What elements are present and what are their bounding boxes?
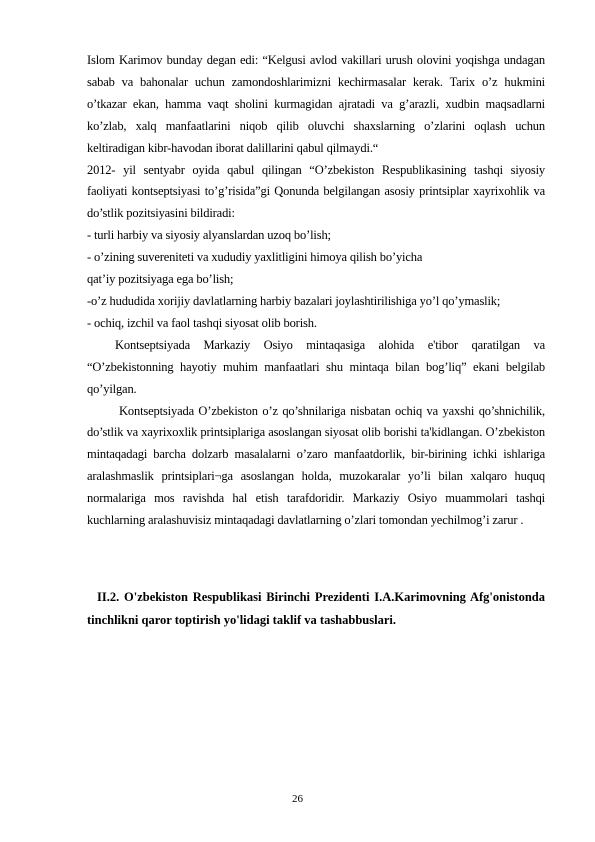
paragraph-neighbors-policy: Kontseptsiyada O’zbekiston o’z qo’shnilariga nisbatan ochiq va yaxshi qo’shnichilik, do’stlik va xayrixoxlik printsiplariga asoslangan siyosat olib borishi ta'kidlangan. O’zbekiston mintaqadagi barcha dolzarb masalalarni o’zaro manfaatdorlik, bir-birining ichki ishlariga aralashmaslik printsiplari¬ga asoslangan holda, muzokaralar yo’li bilan xalqaro huquq normalariga mos ravishda hal etish tarafdoridir. Markaziy Osiyo muammolari tashqi kuchlarning aralashuvisiz mintaqadagi davlatlarning o’zlari tomondan yechilmog’i zarur . bbox=[87, 403, 545, 528]
list-item: -o’z hududida xorijiy davlatlarning harbiy bazalari joylashtirilishiga yo’l qo’ymaslik; bbox=[87, 293, 501, 308]
section-number: II.2. bbox=[97, 589, 120, 604]
list-item: - ochiq, izchil va faol tashqi siyosat olib borish. bbox=[87, 315, 317, 330]
section-spacer bbox=[87, 532, 545, 586]
list-item-continuation: qat’iy pozitsiyaga ega bo’lish; bbox=[87, 272, 234, 287]
section-heading bbox=[87, 586, 545, 632]
paragraph-concept-law: 2012- yil sentyabr oyida qabul qilingan “O’zbekiston Respublikasining tashqi siyosiy faoliyati kontseptsiyasi to’g’risida”gi Qonunda belgilangan asosiy printsiplar xayrixohlik va do’stlik pozitsiyasini bildiradi: bbox=[87, 162, 545, 221]
paragraph-central-asia: Kontseptsiyada Markaziy Osiyo mintaqasiga alohida e'tibor qaratilgan va “O’zbekistonning hayotiy muhim manfaatlari shu mintaqa bilan bog’liq” ekani belgilab qo’yilgan. bbox=[87, 337, 545, 396]
section-title: O'zbekiston Respublikasi Birinchi Prezidenti I.A.Karimovning Afg'onistonda tinchlikni qaror toptirish yo'lidagi taklif va tashabbuslari. bbox=[87, 589, 546, 627]
page-number: 26 bbox=[292, 793, 303, 805]
list-item: - o’zining suvereniteti va xududiy yaxlitligini himoya qilish bo’yicha bbox=[87, 250, 423, 265]
paragraph-karimov-quote: Islom Karimov bunday degan edi: “Kelgusi avlod vakillari urush olovini yoqishga undagan sabab va bahonalar uchun zamondoshlarimizni kechirmasalar kerak. Tarix o’z hukmini o’tkazar ekan, hamma vaqt sholini kurmagidan ajratadi va g’arazli, xudbin maqsadlarni ko’zlab, xalq manfaatlarini niqob qilib oluvchi shaxslarning o’zlarini oqlash uchun keltiradigan kibr-havodan iborat dalillarini qabul qilmaydi.“ bbox=[87, 53, 545, 155]
list-item: - turli harbiy va siyosiy alyanslardan uzoq bo’lish; bbox=[87, 228, 331, 243]
document-page bbox=[87, 50, 545, 632]
